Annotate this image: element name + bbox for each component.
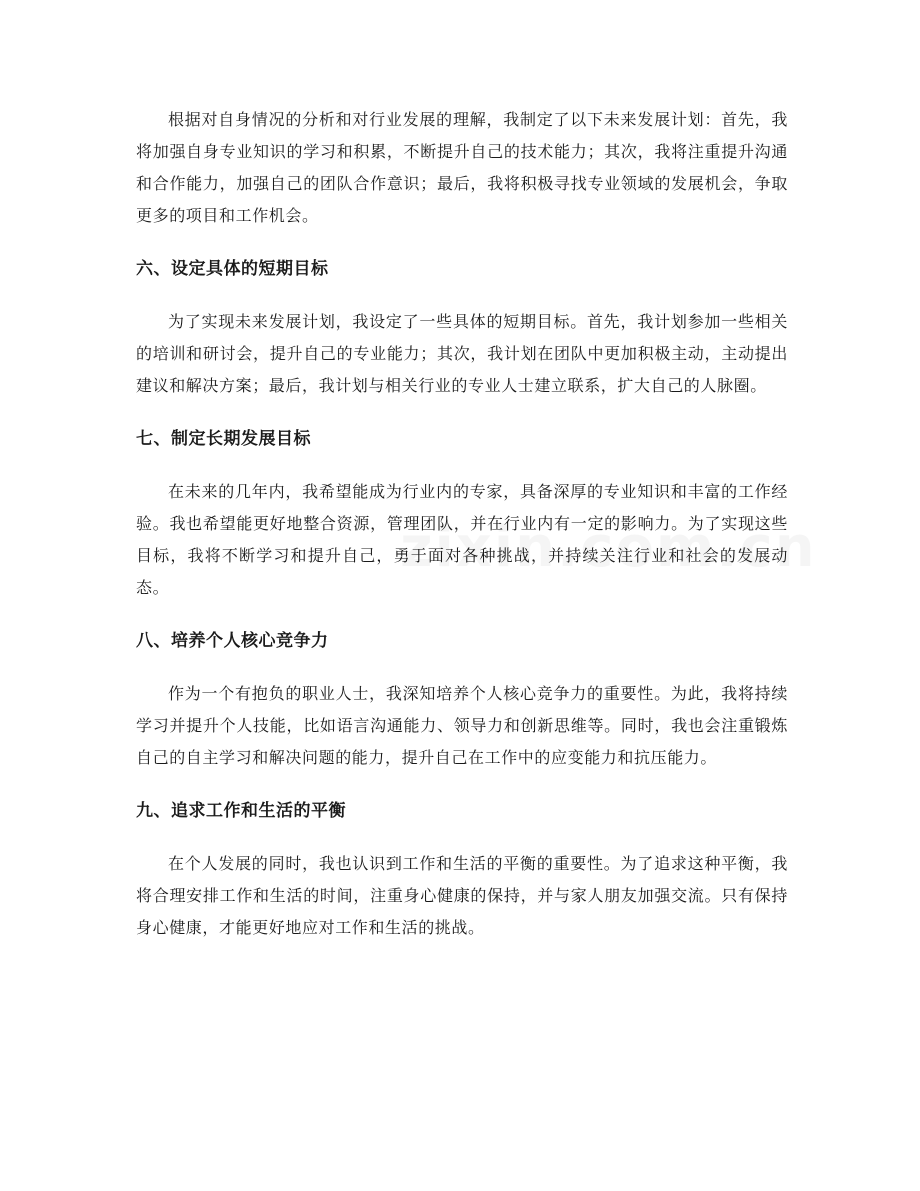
section-heading-8: 八、培养个人核心竞争力: [136, 631, 329, 651]
intro-paragraph: 根据对自身情况的分析和对行业发展的理解，我制定了以下未来发展计划：首先，我将加强自身专业知识的学习和积累，不断提升自己的技术能力；其次，我将注重提升沟通和合作能力，加强自己的团队合作意识；最后，我将积极寻找专业领域的发展机会，争取更多的项目和工作机会。: [136, 110, 788, 225]
section-body-8: 作为一个有抱负的职业人士，我深知培养个人核心竞争力的重要性。为此，我将持续学习并提升个人技能，比如语言沟通能力、领导力和创新思维等。同时，我也会注重锻炼自己的自主学习和解决问题的能力，提升自己在工作中的应变能力和抗压能力。: [136, 684, 788, 767]
section-heading-6: 六、设定具体的短期目标: [136, 259, 329, 279]
section-body-6: 为了实现未来发展计划，我设定了一些具体的短期目标。首先，我计划参加一些相关的培训和研讨会，提升自己的专业能力；其次，我计划在团队中更加积极主动，主动提出建议和解决方案；最后，我计划与相关行业的专业人士建立联系，扩大自己的人脉圈。: [136, 312, 788, 395]
section-body-9: 在个人发展的同时，我也认识到工作和生活的平衡的重要性。为了追求这种平衡，我将合理安排工作和生活的时间，注重身心健康的保持，并与家人朋友加强交流。只有保持身心健康，才能更好地应对工作和生活的挑战。: [136, 854, 788, 937]
section-body-7: 在未来的几年内，我希望能成为行业内的专家，具备深厚的专业知识和丰富的工作经验。我也希望能更好地整合资源，管理团队，并在行业内有一定的影响力。为了实现这些目标，我将不断学习和提升自己，勇于面对各种挑战，并持续关注行业和社会的发展动态。: [136, 482, 788, 597]
document-page: [136, 104, 788, 944]
section-heading-7: 七、制定长期发展目标: [136, 429, 311, 449]
section-heading-9: 九、追求工作和生活的平衡: [136, 801, 346, 821]
